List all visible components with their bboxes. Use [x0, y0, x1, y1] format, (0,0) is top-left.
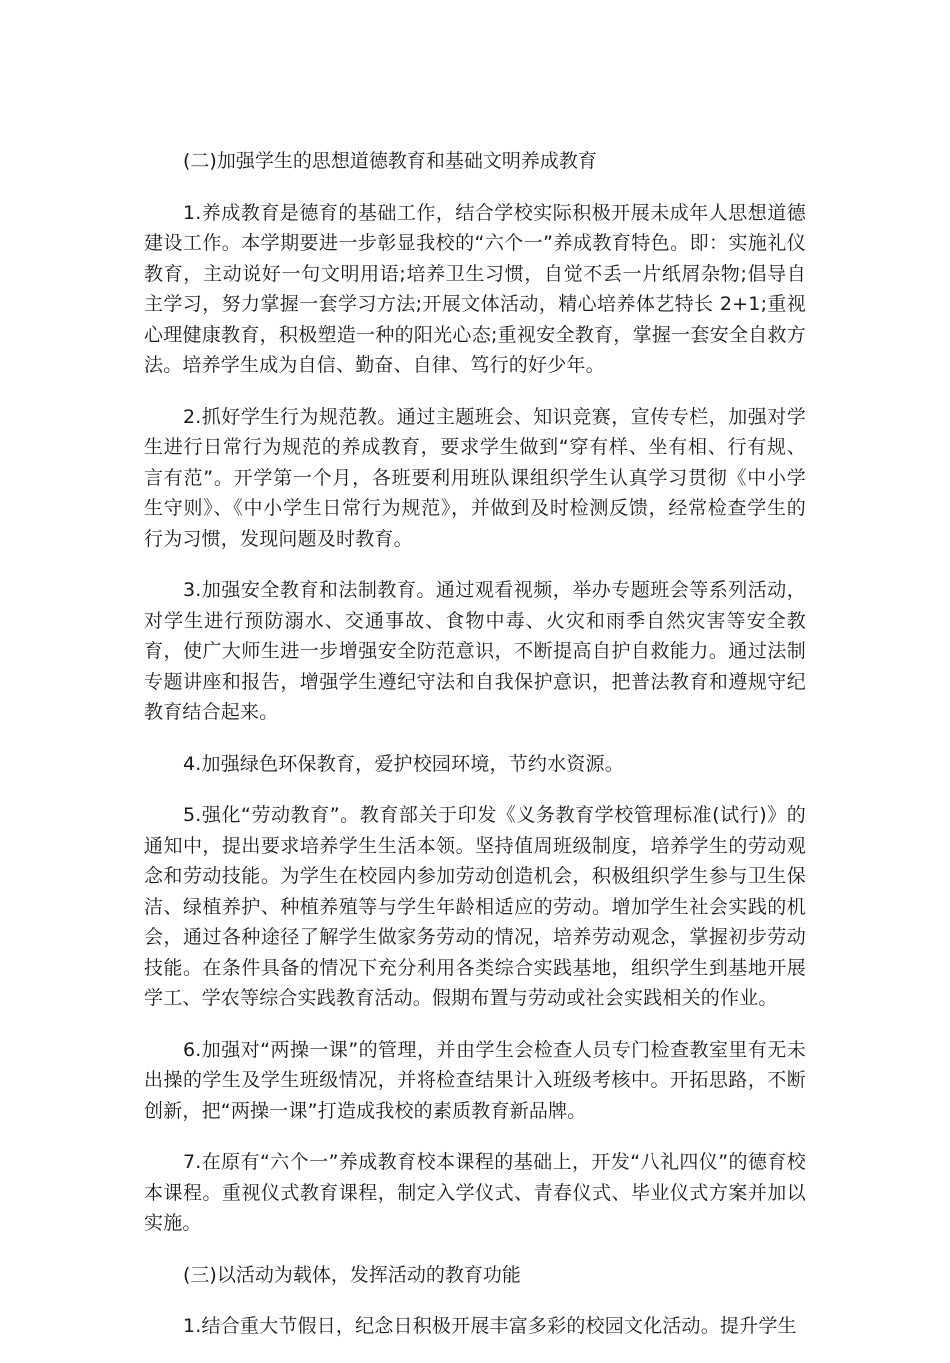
paragraph-5: 5.强化“劳动教育”。教育部关于印发《义务教育学校管理标准(试行)》的通知中，提出要求培养学生生活本领。坚持值周班级制度，培养学生的劳动观念和劳动技能。为学生在校园内参加劳动创造机会，积极组织学生参与卫生保洁、绿植养护、种植养殖等与学生年龄相适应的劳动。增加学生社会实践的机会，通过各种途径了解学生做家务劳动的情况，培养劳动观念，掌握初步劳动技能。在条件具备的情况下充分利用各类综合实践基地，组织学生到基地开展学工、学农等综合实践教育活动。假期布置与劳动或社会实践相关的作业。 — [144, 804, 806, 1009]
section-heading-2: (二)加强学生的思想道德教育和基础文明养成教育 — [183, 150, 597, 172]
paragraph-7: 7.在原有“六个一”养成教育校本课程的基础上，开发“八礼四仪”的德育校本课程。重视仪式教育课程，制定入学仪式、青春仪式、毕业仪式方案并加以实施。 — [144, 1151, 806, 1234]
paragraph-8: 1.结合重大节假日，纪念日积极开展丰富多彩的校园文化活动。提升学生 — [183, 1315, 797, 1337]
paragraph-2: 2.抓好学生行为规范教。通过主题班会、知识竞赛，宣传专栏，加强对学生进行日常行为规范的养成教育，要求学生做到“穿有样、坐有相、行有规、言有范”。开学第一个月，各班要利用班队课组织学生认真学习贯彻《中小学生守则》、《中小学生日常行为规范》，并做到及时检测反馈，经常检查学生的行为习惯，发现问题及时教育。 — [144, 405, 806, 550]
paragraph-6: 6.加强对“两操一课”的管理，并由学生会检查人员专门检查教室里有无未出操的学生及学生班级情况，并将检查结果计入班级考核中。开拓思路，不断创新，把“两操一课”打造成我校的素质教育新品牌。 — [144, 1038, 806, 1122]
paragraph-4: 4.加强绿色环保教育，爱护校园环境，节约水资源。 — [183, 752, 624, 775]
paragraph-3: 3.加强安全教育和法制教育。通过观看视频，举办专题班会等系列活动，对学生进行预防溺水、交通事故、食物中毒、火灾和雨季自然灾害等安全教育，使广大师生进一步增强安全防范意识，不断提高自护自救能力。通过法制专题讲座和报告，增强学生遵纪守法和自我保护意识，把普法教育和遵规守纪教育结合起来。 — [144, 579, 806, 723]
paragraph-1: 1.养成教育是德育的基础工作，结合学校实际积极开展未成年人思想道德建设工作。本学期要进一步彰显我校的“六个一”养成教育特色。即：实施礼仪教育，主动说好一句文明用语;培养卫生习惯，自觉不丢一片纸屑杂物;倡导自主学习，努力掌握一套学习方法;开展文体活动，精心培养体艺特长 2+1;重视心理健康教育，积极塑造一种的阳光心态;重视安全教育，掌握一套安全自救方法。培养学生成为自信、勤奋、自律、笃行的好少年。 — [144, 201, 806, 376]
section-heading-3: (三)以活动为载体，发挥活动的教育功能 — [183, 1263, 521, 1286]
document-page — [144, 146, 806, 1363]
